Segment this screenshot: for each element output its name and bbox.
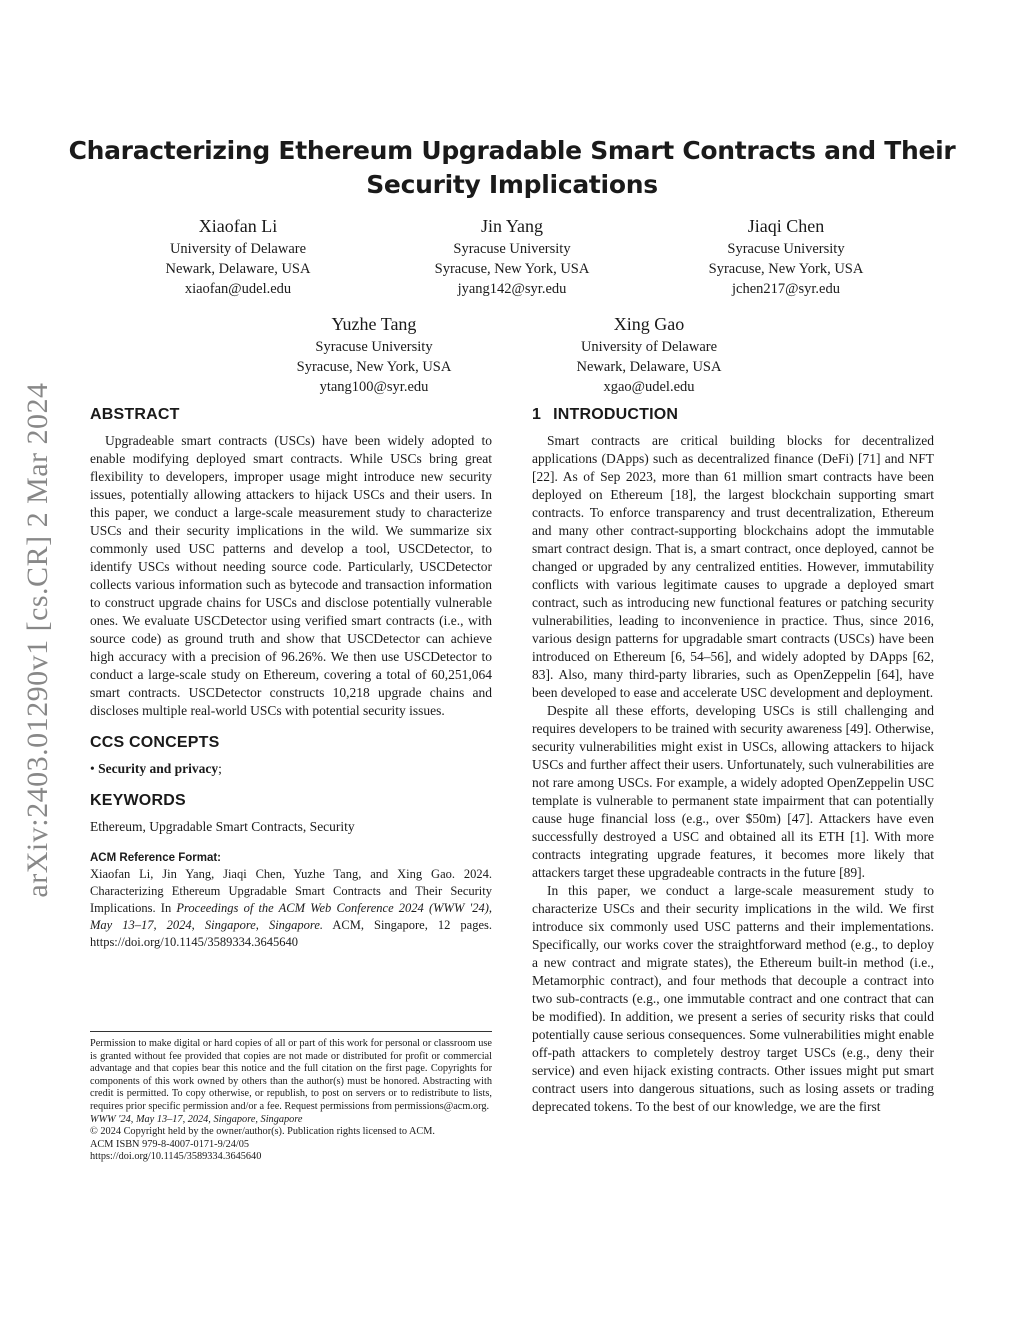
acm-reference — [90, 850, 492, 951]
reference-body — [90, 866, 492, 951]
author-name: Jin Yang — [480, 216, 544, 236]
ccs-bullet: • — [90, 761, 95, 776]
introduction-heading — [532, 406, 934, 424]
keywords-heading: KEYWORDS — [90, 792, 186, 809]
author-email: xgao@udel.edu — [603, 379, 695, 395]
permission-conference: WWW '24, May 13–17, 2024, Singapore, Singapore — [90, 1113, 303, 1125]
permission-footnote — [90, 1031, 492, 1164]
author-location: Syracuse, New York, USA — [708, 261, 864, 277]
paper-title: Characterizing Ethereum Upgradable Smart Contracts and Their Security Implications — [68, 136, 956, 199]
intro-paragraph: Despite all these efforts, developing USCs is still challenging and requires developers to be trained with security awareness [49]. Otherwise, security vulnerabilities might exist in USCs, allowing attackers to hijack USCs and further affect their users. Unfortunately, such vulnerabilities are not rare among USCs. For example, a widely adopted OpenZeppelin USC template is vulnerable to permanent state impairment that can potentially cause huge financial loss (e.g., over $50m) [47]. Attackers have even successfully destroyed a USC and obtained all its ETH [1]. With more contracts integrating upgrade features, it becomes more likely that attackers target these upgradeable contracts in the future [89]. — [532, 703, 934, 880]
reference-heading: ACM Reference Format: — [90, 852, 221, 864]
author-email: ytang100@syr.edu — [319, 379, 429, 395]
author-email: xiaofan@udel.edu — [184, 281, 292, 297]
intro-paragraph: Smart contracts are critical building blocks for decentralized applications (DApps) such as decentralized finance (DeFi) [71] and NFT [22]. As of Sep 2023, more than 61 million smart contracts have been deployed on Ethereum [18], the largest blockchain supporting smart contracts. To enforce transparency and trust decentralization, Ethereum and many other contract-supporting blockchains adopt the immutable smart contract design. That is, a smart contract, once deployed, cannot be changed or upgraded by any centralized entities. However, immutability conflicts with various legitimate causes to upgrade a deployed smart contract, such as introducing new functional features or patching security vulnerabilities, leading to inconvenience in practice. Thus, since 2016, various design patterns for upgradable smart contracts (USCs) have been introduced on Ethereum [6, 54–56], and widely adopted by DApps [62, 83]. Also, many third-party libraries, such as OpenZeppelin [64], have been developed to ease and accelerate USC development and deployment. — [532, 433, 934, 700]
abstract-text: Upgradeable smart contracts (USCs) have been widely adopted to enable modifying deployed smart contracts. While USCs bring great flexibility to developers, improper usage might introduce new security issues, potentially allowing attackers to hijack USCs and their users. In this paper, we conduct a large-scale measurement study to characterize USCs and their security implications in the wild. We summarize six commonly used USC patterns and develop a tool, USCDetector, to identify USCs without needing source code. Particularly, USCDetector collects various information such as bytecode and transaction information to construct upgrade chains for USCs and disclose potentially vulnerable ones. We evaluate USCDetector using verified smart contracts (i.e., with source code) as ground truth and show that USCDetector can achieve high accuracy with a precision of 96.26%. We then use USCDetector to conduct a large-scale study on Ethereum, covering a total of 60,251,064 smart contracts. USCDetector constructs 10,218 upgrade chains and discloses multiple real-world USCs with potential security issues. — [90, 433, 492, 718]
reference-part2: ACM, Singapore, 12 pages. https://doi.org/10.1145/3589334.3645640 — [90, 918, 492, 949]
ccs-concept: Security and privacy — [98, 761, 219, 776]
right-column — [532, 406, 934, 1116]
author-email: jyang142@syr.edu — [457, 281, 567, 297]
left-column — [90, 406, 492, 951]
keywords-section — [90, 792, 492, 836]
author-location: Syracuse, New York, USA — [434, 261, 590, 277]
keywords-text: Ethereum, Upgradable Smart Contracts, Security — [90, 819, 355, 834]
arxiv-side-stamp: arXiv:2403.01290v1 [cs.CR] 2 Mar 2024 — [21, 382, 54, 898]
reference-venue: Proceedings of the ACM Web Conference 2024 (WWW '24), May 13–17, 2024, Singapore, Singapore. — [90, 901, 492, 932]
author-name: Xing Gao — [613, 314, 685, 334]
author-block — [382, 214, 642, 299]
author-affiliation: University of Delaware — [580, 339, 718, 355]
permission-text: Permission to make digital or hard copies of all or part of this work for personal or classroom use is granted without fee provided that copies are not made or distributed for profit or commercial advantage and that copies bear this notice and the full citation on the first page. Copyrights for components of this work owned by others than the author(s) must be honored. Abstracting with credit is permitted. To copy otherwise, or republish, to post on servers or to redistribute to lists, requires prior specific permission and/or a fee. Request permissions from permissions@acm.org. — [90, 1038, 492, 1112]
author-block — [244, 312, 504, 397]
ccs-suffix: ; — [218, 761, 222, 776]
ccs-heading: CCS CONCEPTS — [90, 734, 220, 751]
author-affiliation: Syracuse University — [727, 241, 845, 257]
ccs-item — [90, 760, 492, 778]
author-name: Xiaofan Li — [198, 216, 278, 236]
author-email: jchen217@syr.edu — [732, 281, 840, 297]
author-name: Jiaqi Chen — [747, 216, 825, 236]
author-location: Newark, Delaware, USA — [165, 261, 311, 277]
author-block — [656, 214, 916, 299]
section-number: 1 — [532, 406, 542, 423]
ccs-section — [90, 734, 492, 778]
author-name: Yuzhe Tang — [331, 314, 417, 334]
permission-copyright: © 2024 Copyright held by the owner/author(s). Publication rights licensed to ACM. — [90, 1126, 436, 1138]
author-location: Newark, Delaware, USA — [576, 359, 722, 375]
abstract-heading: ABSTRACT — [90, 406, 180, 423]
section-title: INTRODUCTION — [553, 406, 679, 423]
abstract-section — [90, 406, 492, 720]
author-block — [108, 214, 368, 299]
permission-isbn: ACM ISBN 979-8-4007-0171-9/24/05 — [90, 1138, 250, 1150]
permission-doi: https://doi.org/10.1145/3589334.3645640 — [90, 1151, 262, 1163]
intro-paragraph: In this paper, we conduct a large-scale measurement study to characterize USCs and their security implications in the wild. We first introduce six commonly used USC patterns and their implementations. Specifically, our works cover the straightforward method (e.g., to deploy a new contract and migrate states), the Ethereum built-in method (i.e., Metamorphic contract), and four methods that decouple a contract into two sub-contracts (e.g., one immutable contract and one contract that can be modified). In addition, we present a series of security risks that could potentially cause serious consequences. Some vulnerabilities might enable off-path attackers to completely destroy target USCs (e.g., deny their service) and even hijack existing contracts. Other issues might put smart contract users into dangerous situations, such as losing assets or trading deprecated tokens. To the best of our knowledge, we are the first — [532, 883, 934, 1114]
author-affiliation: Syracuse University — [315, 339, 433, 355]
reference-part1: Xiaofan Li, Jin Yang, Jiaqi Chen, Yuzhe Tang, and Xing Gao. 2024. Characterizing Ethereum Upgradable Smart Contracts and Their Security Implications. In — [90, 867, 492, 915]
author-location: Syracuse, New York, USA — [296, 359, 452, 375]
author-affiliation: Syracuse University — [453, 241, 571, 257]
author-block — [519, 312, 779, 397]
author-affiliation: University of Delaware — [169, 241, 307, 257]
